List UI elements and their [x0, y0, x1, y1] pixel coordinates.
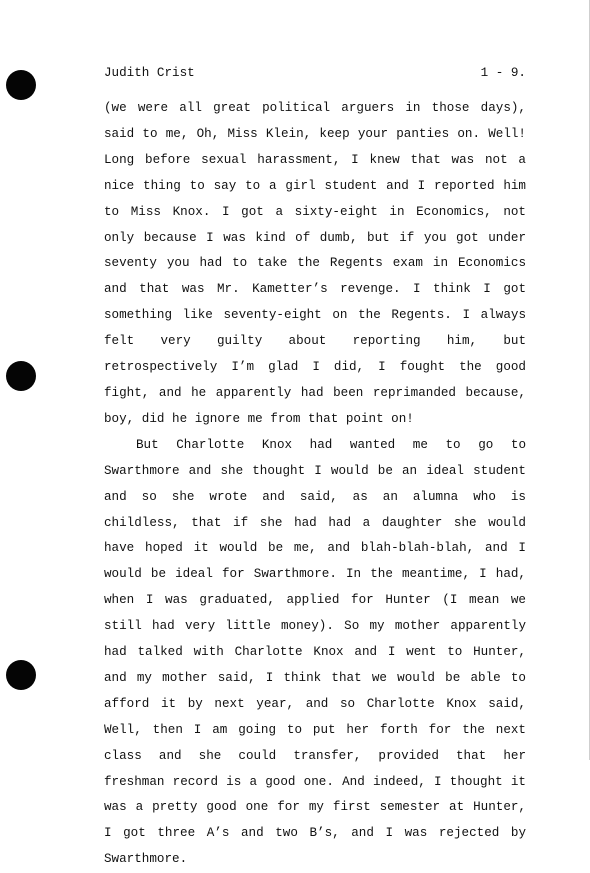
page-header — [104, 66, 526, 80]
transcript-body — [104, 96, 526, 873]
paragraph-1: (we were all great political arguers in those days), said to me, Oh, Miss Klein, keep your panties on. Well! Long before sexual harassment, I knew that was not a nice thing to say to a girl student and I reported him to Miss Knox. I got a sixty-eight in Economics, not only because I was kind of dumb, but if you got under seventy you had to take the Regents exam in Economics and that was Mr. Kametter’s revenge. I think I got something like seventy-eight on the Regents. I always felt very guilty about reporting him, but retrospectively I’m glad I did, I fought the good fight, and he apparently had been reprimanded because, boy, did he ignore me from that point on! — [104, 101, 526, 426]
binder-hole-middle — [6, 361, 36, 391]
header-author: Judith Crist — [104, 66, 195, 80]
binder-hole-top — [6, 70, 36, 100]
binder-hole-bottom — [6, 660, 36, 690]
paragraph-2: But Charlotte Knox had wanted me to go to Swarthmore and she thought I would be an ideal student and so she wrote and said, as an alumna who is childless, that if she had had a daughter she would have hoped it would be me, and blah-blah-blah, and I would be ideal for Swarthmore. In the meantime, I had, when I was graduated, applied for Hunter (I mean we still had very little money). So my mother apparently had talked with Charlotte Knox and I went to Hunter, and my mother said, I think that we would be able to afford it by next year, and so Charlotte Knox said, Well, then I am going to put her forth for the next class and she could transfer, provided that her freshman record is a good one. And indeed, I thought it was a pretty good one for my first semester at Hunter, I got three A’s and two B’s, and I was rejected by Swarthmore. — [104, 437, 526, 867]
header-page-number: 1 - 9. — [480, 66, 526, 80]
